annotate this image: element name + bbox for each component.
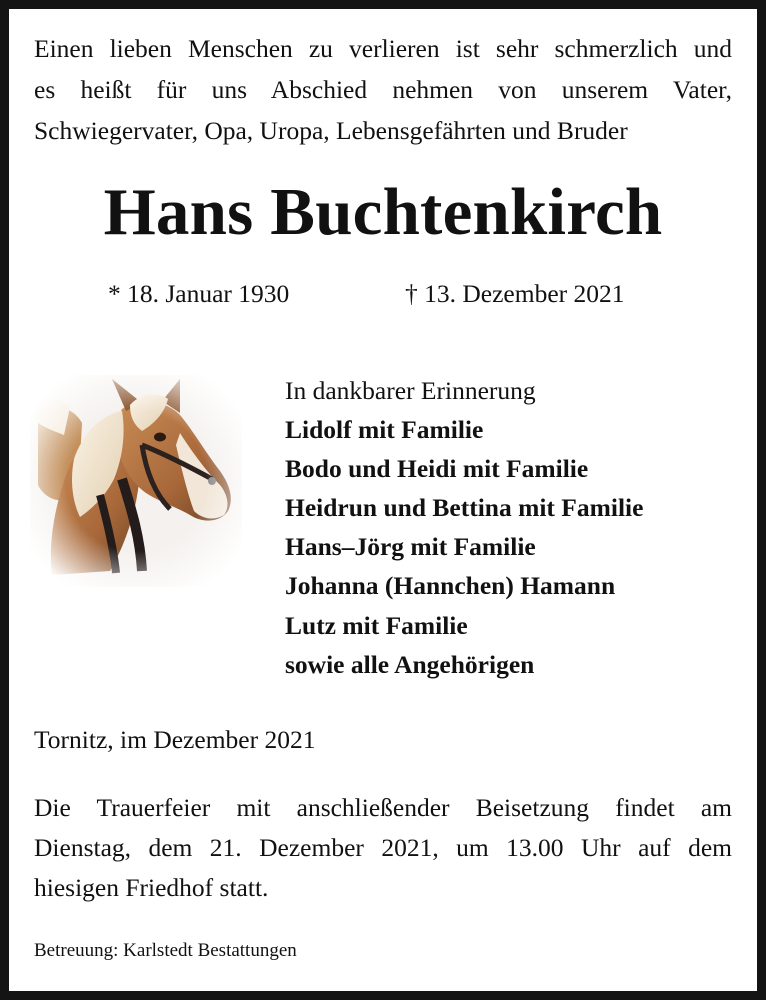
mourner-name: sowie alle Angehörigen (285, 649, 535, 679)
mourner-name: Heidrun und Bettina mit Familie (285, 493, 644, 523)
intro-line: Schwiegervater, Opa, Uropa, Lebensgefährten und Bruder (34, 116, 628, 145)
place-date: Tornitz, im Dezember 2021 (34, 725, 316, 754)
death-date: † 13. Dezember 2021 (405, 279, 625, 308)
mourner-name: Johanna (Hannchen) Hamann (285, 571, 616, 601)
funeral-line: Dienstag, dem 21. Dezember 2021, um 13.00 Uhr auf dem (34, 833, 732, 862)
intro-line: Einen lieben Menschen zu verlieren ist sehr schmerzlich und (34, 34, 732, 63)
intro-line: es heißt für uns Abschied nehmen von unserem Vater, (34, 75, 732, 104)
mourner-name: Lutz mit Familie (285, 610, 468, 640)
mourner-name: Bodo und Heidi mit Familie (285, 454, 589, 484)
mourners-lead: In dankbarer Erinnerung (285, 376, 536, 405)
funeral-line: Die Trauerfeier mit anschließender Beisetzung findet am (34, 793, 732, 822)
horse-head-photo (30, 375, 242, 587)
funeral-line: hiesigen Friedhof statt. (34, 873, 269, 902)
mourner-name: Lidolf mit Familie (285, 415, 484, 445)
intro-text (34, 28, 732, 151)
funeral-notice (34, 788, 732, 908)
birth-date: * 18. Januar 1930 (108, 279, 290, 308)
funeral-home-credit: Betreuung: Karlstedt Bestattungen (34, 940, 297, 961)
mourners-block (285, 371, 745, 684)
deceased-name: Hans Buchtenkirch (103, 175, 663, 249)
mourner-name: Hans–Jörg mit Familie (285, 532, 536, 562)
